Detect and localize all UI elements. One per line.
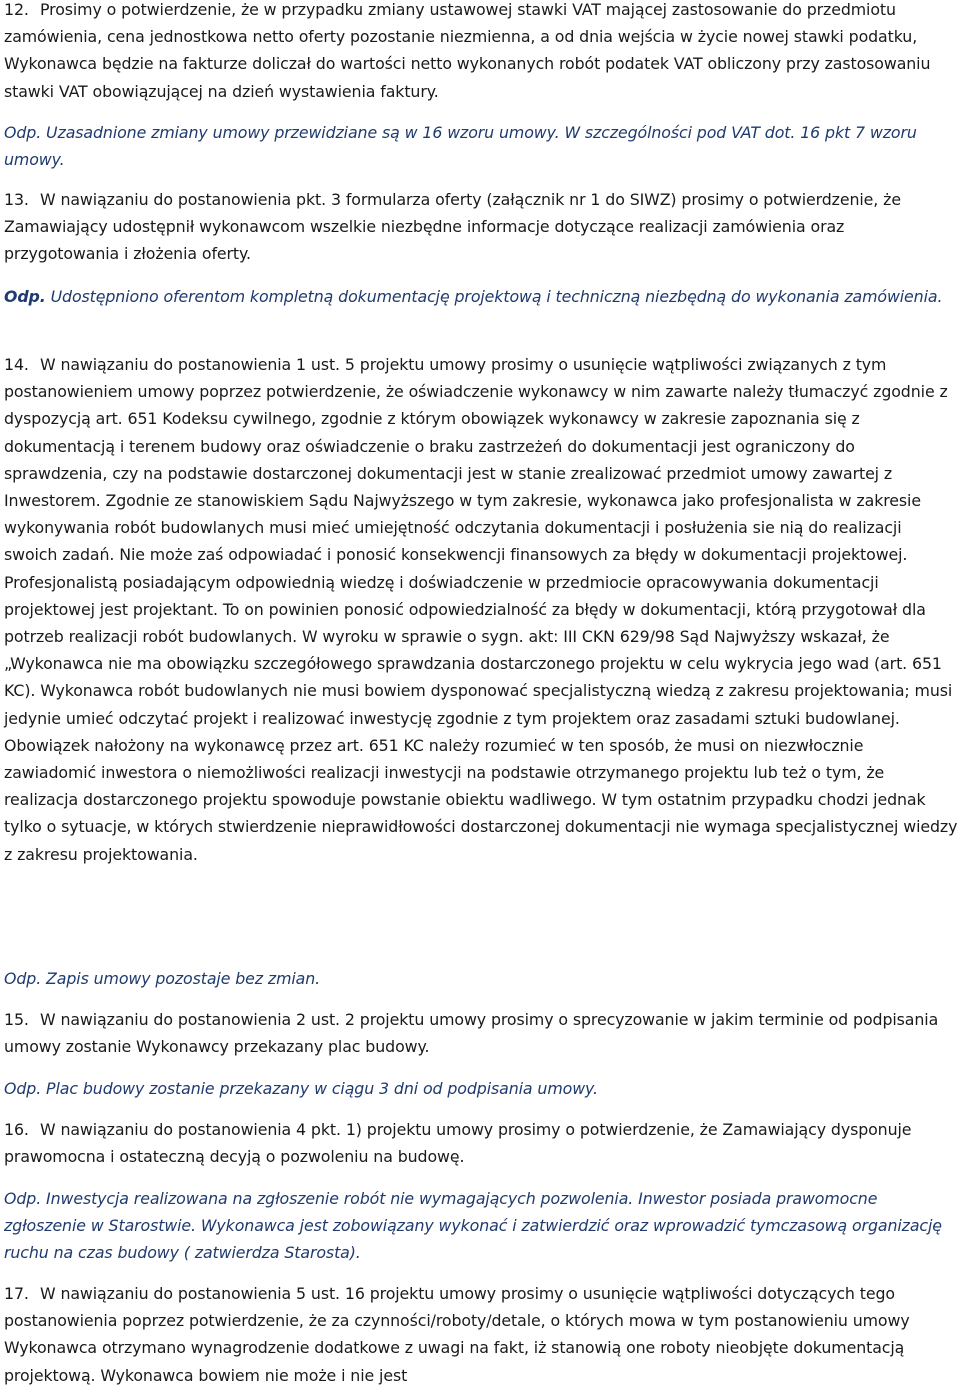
- answer-text: Uzasadnione zmiany umowy przewidziane są w 16 wzoru umowy. W szczególności pod VAT dot. 16 pkt 7 wzoru umowy.: [4, 123, 917, 170]
- question-17: [4, 1280, 959, 1389]
- answer-12: [4, 119, 959, 173]
- question-text: W nawiązaniu do postanowienia 2 ust. 2 projektu umowy prosimy o sprecyzowanie w jakim terminie od podpisania umowy zostanie Wykonawcy przekazany plac budowy.: [4, 1010, 939, 1057]
- answer-label: Odp.: [4, 1079, 42, 1098]
- question-14: [4, 351, 959, 868]
- answer-13: [4, 283, 959, 310]
- question-text: W nawiązaniu do postanowienia 4 pkt. 1) projektu umowy prosimy o potwierdzenie, że Zamawiający dysponuje prawomocna i ostateczną decyją o pozwoleniu na budowę.: [4, 1120, 912, 1167]
- question-16: [4, 1116, 959, 1170]
- question-15: [4, 1006, 959, 1060]
- question-text: W nawiązaniu do postanowienia 5 ust. 16 projektu umowy prosimy o usunięcie wątpliwości dotyczących tego postanowienia poprzez potwierdzenie, że za czynności/roboty/detale, o których mowa w tym postanowieniu umowy Wykonawca otrzymano wynagrodzenie dodatkowe z uwagi na fakt, iż stanowią one roboty nieobjęte dokumentacją projektową. Wykonawca bowiem nie może i nie jest: [4, 1284, 910, 1385]
- answer-label: Odp.: [4, 969, 42, 988]
- question-12: [4, 0, 959, 105]
- answer-text: Plac budowy zostanie przekazany w ciągu 3 dni od podpisania umowy.: [46, 1079, 598, 1098]
- answer-label: Odp.: [4, 1189, 42, 1208]
- answer-label: Odp.: [4, 287, 46, 306]
- question-number: 15.: [4, 1010, 29, 1029]
- answer-16: [4, 1185, 959, 1267]
- question-number: 12.: [4, 0, 29, 19]
- question-number: 14.: [4, 355, 29, 374]
- question-text: W nawiązaniu do postanowienia 1 ust. 5 projektu umowy prosimy o usunięcie wątpliwości związanych z tym postanowieniem umowy poprzez potwierdzenie, że oświadczenie wykonawcy w nim zawarte należy tłumaczyć zgodnie z dyspozycją art. 651 Kodeksu cywilnego, zgodnie z którym obowiązek wykonawcy w zakresie zapoznania się z dokumentacją i terenem budowy oraz oświadczenie o braku zastrzeżeń do dokumentacji jest ograniczony do sprawdzenia, czy na podstawie dostarczonej dokumentacji jest w stanie zrealizować przedmiot umowy zawartej z Inwestorem. Zgodnie ze stanowiskiem Sądu Najwyższego w tym zakresie, wykonawca jako profesjonalista w zakresie wykonywania robót budowlanych musi mieć umiejętność odczytania dokumentacji i posłużenia sie nią do realizacji swoich zadań. Nie może zaś odpowiadać i ponosić konsekwencji finansowych za błędy w dokumentacji projektowej. Profesjonalistą posiadającym odpowiednią wiedzę i doświadczenie w przedmiocie opracowywania dokumentacji projektowej jest projektant. To on powinien ponosić odpowiedzialność za błędy w dokumentacji, którą przygotował dla potrzeb realizacji robót budowlanych. W wyroku w sprawie o sygn. akt: III CKN 629/98 Sąd Najwyższy wskazał, że „Wykonawca nie ma obowiązku szczegółowego sprawdzania dostarczonego projektu w celu wykrycia jego wad (art. 651 KC). Wykonawca robót budowlanych nie musi bowiem dysponować specjalistyczną wiedzą z zakresu projektowania; musi jedynie umieć odczytać projekt i realizować inwestycję zgodnie z tym projektem oraz zasadami sztuki budowlanej. Obowiązek nałożony na wykonawcę przez art. 651 KC należy rozumieć w ten sposób, że musi on niezwłocznie zawiadomić inwestora o niemożliwości realizacji inwestycji na podstawie otrzymanego projektu lub też o tym, że realizacja dostarczonego projektu spowoduje powstanie obiektu wadliwego. W tym ostatnim przypadku chodzi jednak tylko o sytuacje, w których stwierdzenie nieprawidłowości dostarczonej dokumentacji nie wymaga specjalistycznej wiedzy z zakresu projektowania.: [4, 355, 958, 864]
- question-number: 17.: [4, 1284, 29, 1303]
- answer-text: Udostępniono oferentom kompletną dokumentację projektową i techniczną niezbędną do wykonania zamówienia.: [50, 287, 943, 306]
- answer-label: Odp.: [4, 123, 42, 142]
- question-13: [4, 186, 959, 268]
- question-text: Prosimy o potwierdzenie, że w przypadku zmiany ustawowej stawki VAT mającej zastosowanie do przedmiotu zamówienia, cena jednostkowa netto oferty pozostanie niezmienna, a od dnia wejścia w życie nowej stawki podatku, Wykonawca będzie na fakturze doliczał do wartości netto wykonanych robót podatek VAT obliczony przy zastosowaniu stawki VAT obowiązującej na dzień wystawienia faktury.: [4, 0, 931, 101]
- answer-text: Zapis umowy pozostaje bez zmian.: [46, 969, 321, 988]
- answer-14: [4, 965, 959, 992]
- question-number: 16.: [4, 1120, 29, 1139]
- answer-text: Inwestycja realizowana na zgłoszenie robót nie wymagających pozwolenia. Inwestor posiada prawomocne zgłoszenie w Starostwie. Wykonawca jest zobowiązany wykonać i zatwierdzić oraz wprowadzić tymczasową organizację ruchu na czas budowy ( zatwierdza Starosta).: [4, 1189, 942, 1263]
- answer-15: [4, 1075, 959, 1102]
- question-text: W nawiązaniu do postanowienia pkt. 3 formularza oferty (załącznik nr 1 do SIWZ) prosimy o potwierdzenie, że Zamawiający udostępnił wykonawcom wszelkie niezbędne informacje dotyczące realizacji zamówienia oraz przygotowania i złożenia oferty.: [4, 190, 901, 264]
- question-number: 13.: [4, 190, 29, 209]
